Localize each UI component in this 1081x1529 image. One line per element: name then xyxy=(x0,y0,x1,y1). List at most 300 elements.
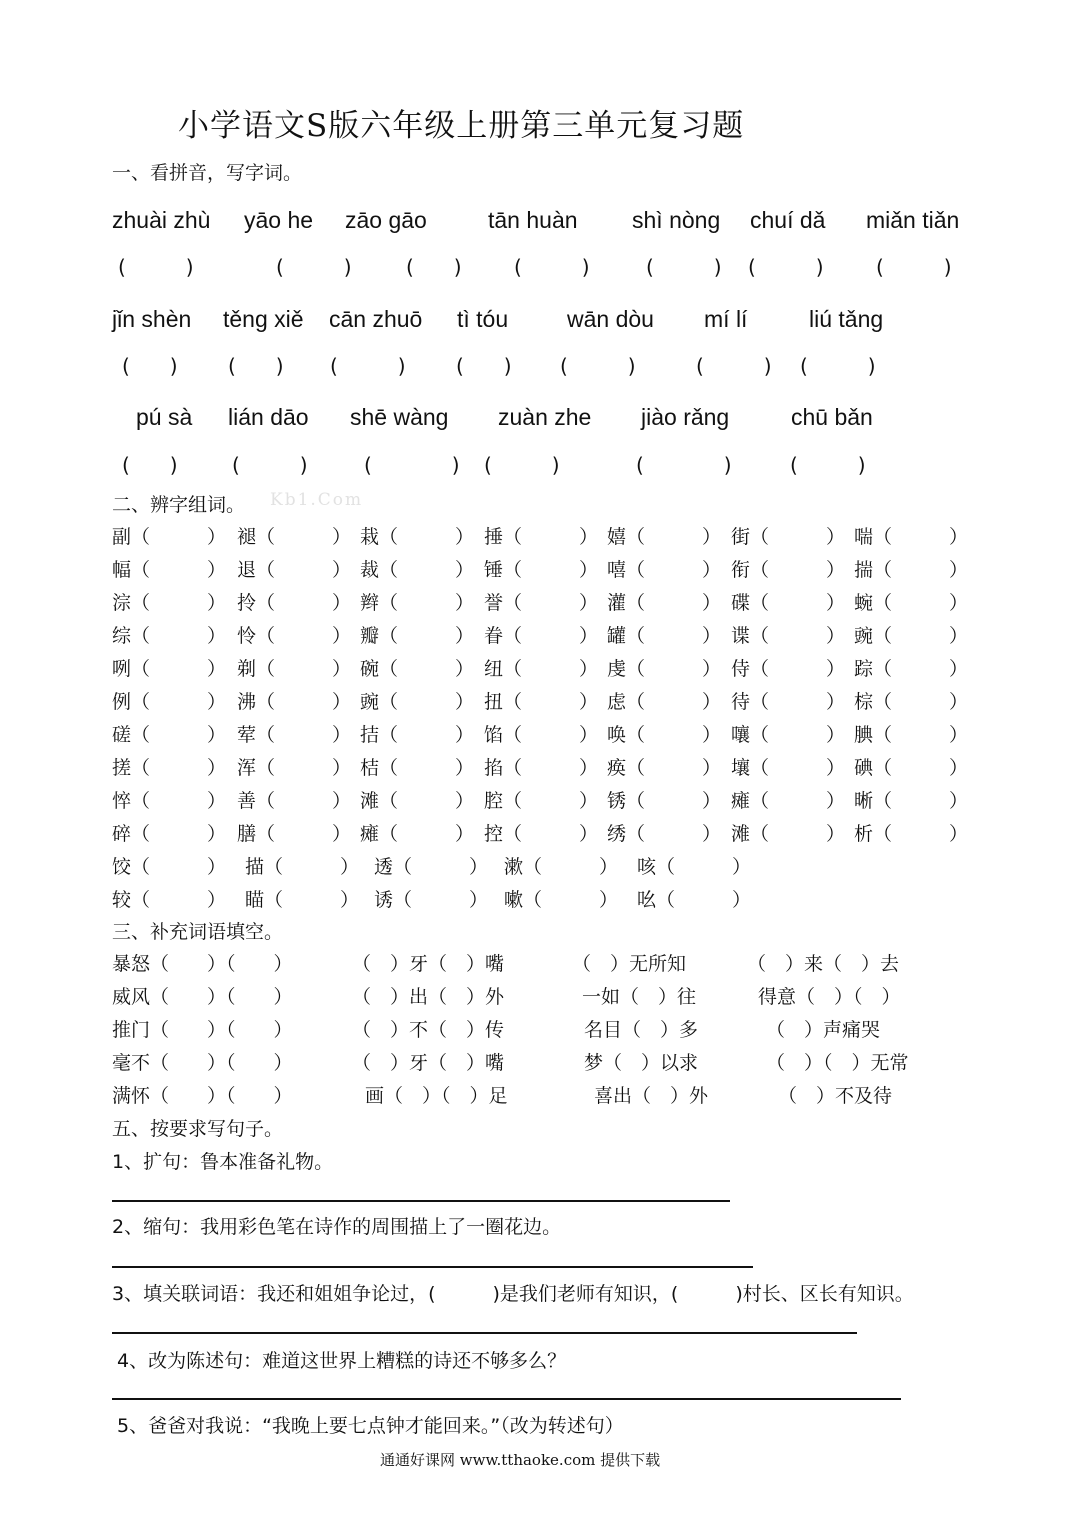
char-cell xyxy=(607,687,721,714)
char-label: 罐 xyxy=(607,625,627,647)
char-blank[interactable]: （ ） xyxy=(503,823,599,845)
char-label: 淙 xyxy=(112,592,132,614)
char-label: 豌 xyxy=(360,691,380,713)
char-cell xyxy=(637,852,751,879)
sentence-task: 5、爸爸对我说：“我晚上要七点钟才能回来。”（改为转述句） xyxy=(117,1415,624,1437)
section-3-heading: 三、补充词语填空。 xyxy=(112,921,284,943)
answer-blank: ( ) xyxy=(696,354,772,378)
char-label: 揣 xyxy=(854,559,874,581)
char-cell xyxy=(360,720,474,747)
char-blank[interactable]: （ ） xyxy=(131,856,227,878)
char-blank[interactable]: （ ） xyxy=(873,823,969,845)
char-blank[interactable]: （ ） xyxy=(750,691,846,713)
char-label: 碎 xyxy=(112,823,132,845)
idiom-item: 名目（ ）多 xyxy=(584,1019,699,1041)
section-2-heading: 二、辨字组词。 xyxy=(112,494,246,516)
idiom-item: 喜出（ ）外 xyxy=(594,1085,709,1107)
char-cell xyxy=(112,819,226,846)
char-blank[interactable]: （ ） xyxy=(131,592,227,614)
char-blank[interactable]: （ ） xyxy=(750,790,846,812)
char-label: 较 xyxy=(112,889,132,911)
char-label: 掐 xyxy=(484,757,504,779)
char-cell xyxy=(484,522,598,549)
char-cell xyxy=(607,555,721,582)
pinyin-item: tān huàn xyxy=(488,207,578,233)
char-label: 馅 xyxy=(484,724,504,746)
char-label: 浑 xyxy=(237,757,257,779)
char-blank[interactable]: （ ） xyxy=(873,625,969,647)
idiom-item: 梦（ ）以求 xyxy=(584,1052,699,1074)
char-blank[interactable]: （ ） xyxy=(750,559,846,581)
char-blank[interactable]: （ ） xyxy=(131,625,227,647)
char-cell xyxy=(360,753,474,780)
pinyin-item: zāo gāo xyxy=(345,207,427,233)
char-label: 侍 xyxy=(731,658,751,680)
sentence-task: 1、扩句：鲁本准备礼物。 xyxy=(112,1151,334,1173)
pinyin-item: shē wàng xyxy=(350,404,449,430)
char-blank[interactable]: （ ） xyxy=(873,790,969,812)
char-label: 搓 xyxy=(112,757,132,779)
answer-blank: ( ) xyxy=(560,354,636,378)
char-blank[interactable]: （ ） xyxy=(626,790,722,812)
char-cell xyxy=(854,588,968,615)
char-cell xyxy=(237,588,351,615)
pinyin-item: zuàn zhe xyxy=(498,404,592,430)
char-label: 瘫 xyxy=(360,823,380,845)
char-label: 幅 xyxy=(112,559,132,581)
char-cell xyxy=(854,720,968,747)
char-blank[interactable]: （ ） xyxy=(626,724,722,746)
sentence-task: 3、填关联词语：我还和姐姐争论过，( )是我们老师有知识，( )村长、区长有知识。 xyxy=(112,1283,914,1305)
pinyin-item: těng xiě xyxy=(223,306,304,332)
char-cell xyxy=(484,819,598,846)
answer-blank: ( ) xyxy=(790,453,866,477)
char-blank[interactable]: （ ） xyxy=(503,691,599,713)
char-cell xyxy=(484,555,598,582)
char-cell xyxy=(112,555,226,582)
char-blank[interactable]: （ ） xyxy=(503,526,599,548)
char-blank[interactable]: （ ） xyxy=(750,658,846,680)
idiom-item: 暴怒（ ）（ ） xyxy=(112,953,293,975)
idiom-item: 一如（ ）往 xyxy=(582,986,697,1008)
char-blank[interactable]: （ ） xyxy=(393,856,489,878)
char-label: 虑 xyxy=(607,691,627,713)
char-label: 怜 xyxy=(237,625,257,647)
char-label: 晰 xyxy=(854,790,874,812)
char-cell xyxy=(731,621,845,648)
char-cell xyxy=(731,687,845,714)
char-cell xyxy=(360,654,474,681)
char-cell xyxy=(237,819,351,846)
char-blank[interactable]: （ ） xyxy=(750,724,846,746)
char-blank[interactable]: （ ） xyxy=(873,724,969,746)
pinyin-item: cān zhuō xyxy=(329,306,423,332)
char-blank[interactable]: （ ） xyxy=(626,592,722,614)
char-blank[interactable]: （ ） xyxy=(379,658,475,680)
answer-blank: ( ) xyxy=(406,255,462,279)
answer-blank: ( ) xyxy=(330,354,406,378)
char-cell xyxy=(731,555,845,582)
char-blank[interactable]: （ ） xyxy=(393,889,489,911)
char-blank[interactable]: （ ） xyxy=(873,526,969,548)
char-cell xyxy=(484,753,598,780)
char-label: 瞄 xyxy=(245,889,265,911)
char-blank[interactable]: （ ） xyxy=(750,757,846,779)
char-cell xyxy=(607,621,721,648)
char-blank[interactable]: （ ） xyxy=(131,658,227,680)
char-cell xyxy=(731,786,845,813)
char-blank[interactable]: （ ） xyxy=(131,724,227,746)
char-cell xyxy=(854,753,968,780)
idiom-item: （ ）牙（ ）嘴 xyxy=(352,953,505,975)
char-blank[interactable]: （ ） xyxy=(873,559,969,581)
char-cell xyxy=(854,555,968,582)
answer-line[interactable] xyxy=(112,1200,730,1202)
char-blank[interactable]: （ ） xyxy=(873,592,969,614)
char-label: 沸 xyxy=(237,691,257,713)
char-label: 漱 xyxy=(504,856,524,878)
char-blank[interactable]: （ ） xyxy=(256,625,352,647)
char-blank[interactable]: （ ） xyxy=(379,823,475,845)
char-blank[interactable]: （ ） xyxy=(131,757,227,779)
char-label: 待 xyxy=(731,691,751,713)
answer-blank: ( ) xyxy=(364,453,460,477)
char-blank[interactable]: （ ） xyxy=(626,658,722,680)
char-blank[interactable]: （ ） xyxy=(626,823,722,845)
char-cell xyxy=(607,654,721,681)
char-label: 剃 xyxy=(237,658,257,680)
char-blank[interactable]: （ ） xyxy=(131,526,227,548)
char-cell xyxy=(731,654,845,681)
char-blank[interactable]: （ ） xyxy=(873,757,969,779)
char-cell xyxy=(360,786,474,813)
char-cell xyxy=(112,885,226,912)
idiom-item: （ ）不（ ）传 xyxy=(352,1019,505,1041)
char-blank[interactable]: （ ） xyxy=(626,757,722,779)
char-label: 吆 xyxy=(637,889,657,911)
char-cell xyxy=(854,819,968,846)
idiom-item: （ ）出（ ）外 xyxy=(352,986,505,1008)
char-blank[interactable]: （ ） xyxy=(131,790,227,812)
char-label: 析 xyxy=(854,823,874,845)
char-blank[interactable]: （ ） xyxy=(264,856,360,878)
char-label: 滩 xyxy=(360,790,380,812)
char-cell xyxy=(484,687,598,714)
char-label: 诱 xyxy=(374,889,394,911)
char-cell xyxy=(360,555,474,582)
char-label: 嗽 xyxy=(504,889,524,911)
pinyin-item: lián dāo xyxy=(228,404,309,430)
char-blank[interactable]: （ ） xyxy=(503,790,599,812)
char-blank[interactable]: （ ） xyxy=(379,526,475,548)
char-label: 嬉 xyxy=(607,526,627,548)
char-label: 唤 xyxy=(607,724,627,746)
watermark: Kb1.Com xyxy=(270,490,364,510)
char-label: 荤 xyxy=(237,724,257,746)
page-title: 小学语文S版六年级上册第三单元复习题 xyxy=(178,108,745,144)
char-label: 锈 xyxy=(607,790,627,812)
char-label: 痪 xyxy=(607,757,627,779)
sentence-task: 2、缩句：我用彩色笔在诗作的周围描上了一圈花边。 xyxy=(112,1216,562,1238)
pinyin-item: tì tóu xyxy=(457,306,509,332)
char-label: 碗 xyxy=(360,658,380,680)
char-cell xyxy=(484,786,598,813)
sentence-task: 4、改为陈述句：难道这世界上糟糕的诗还不够多么？ xyxy=(117,1350,567,1372)
char-cell xyxy=(607,819,721,846)
idiom-item: （ ）声痛哭 xyxy=(766,1019,881,1041)
answer-line[interactable] xyxy=(112,1266,753,1268)
pinyin-item: wān dòu xyxy=(567,306,654,332)
char-label: 悴 xyxy=(112,790,132,812)
char-cell xyxy=(504,852,618,879)
char-label: 街 xyxy=(731,526,751,548)
char-label: 豌 xyxy=(854,625,874,647)
char-blank[interactable]: （ ） xyxy=(626,559,722,581)
char-label: 磋 xyxy=(112,724,132,746)
char-cell xyxy=(237,621,351,648)
char-cell xyxy=(112,654,226,681)
char-blank[interactable]: （ ） xyxy=(503,625,599,647)
char-blank[interactable]: （ ） xyxy=(523,856,619,878)
char-blank[interactable]: （ ） xyxy=(656,856,752,878)
char-blank[interactable]: （ ） xyxy=(750,526,846,548)
pinyin-item: jǐn shèn xyxy=(112,306,192,332)
footer-credit: 通通好课网 www.tthaoke.com 提供下载 xyxy=(380,1451,661,1469)
char-cell xyxy=(112,687,226,714)
char-blank[interactable]: （ ） xyxy=(626,625,722,647)
char-cell xyxy=(112,588,226,615)
char-label: 棕 xyxy=(854,691,874,713)
char-blank[interactable]: （ ） xyxy=(131,559,227,581)
char-blank[interactable]: （ ） xyxy=(131,889,227,911)
char-label: 咳 xyxy=(637,856,657,878)
answer-blank: ( ) xyxy=(748,255,824,279)
char-label: 绣 xyxy=(607,823,627,845)
char-cell xyxy=(607,522,721,549)
answer-blank: ( ) xyxy=(456,354,512,378)
char-blank[interactable]: （ ） xyxy=(264,889,360,911)
char-blank[interactable]: （ ） xyxy=(503,559,599,581)
char-blank[interactable]: （ ） xyxy=(750,625,846,647)
char-label: 嚷 xyxy=(731,724,751,746)
char-cell xyxy=(374,852,488,879)
char-cell xyxy=(360,819,474,846)
char-cell xyxy=(112,786,226,813)
char-label: 腆 xyxy=(854,724,874,746)
char-cell xyxy=(731,588,845,615)
pinyin-item: chū bǎn xyxy=(791,404,873,430)
char-blank[interactable]: （ ） xyxy=(873,658,969,680)
char-label: 善 xyxy=(237,790,257,812)
char-label: 咧 xyxy=(112,658,132,680)
answer-blank: ( ) xyxy=(646,255,722,279)
char-blank[interactable]: （ ） xyxy=(256,757,352,779)
answer-blank: ( ) xyxy=(122,354,178,378)
idiom-item: （ ）（ ）无常 xyxy=(766,1052,909,1074)
char-cell xyxy=(112,753,226,780)
char-label: 喘 xyxy=(854,526,874,548)
char-blank[interactable]: （ ） xyxy=(256,790,352,812)
char-blank[interactable]: （ ） xyxy=(503,592,599,614)
pinyin-item: shì nòng xyxy=(632,207,721,233)
char-label: 壤 xyxy=(731,757,751,779)
idiom-item: 威风（ ）（ ） xyxy=(112,986,293,1008)
char-cell xyxy=(237,720,351,747)
char-cell xyxy=(854,687,968,714)
char-blank[interactable]: （ ） xyxy=(256,592,352,614)
char-cell xyxy=(607,588,721,615)
char-label: 拎 xyxy=(237,592,257,614)
answer-blank: ( ) xyxy=(118,255,194,279)
char-cell xyxy=(484,720,598,747)
idiom-item: （ ）无所知 xyxy=(572,953,687,975)
char-label: 控 xyxy=(484,823,504,845)
answer-blank: ( ) xyxy=(276,255,352,279)
char-label: 桔 xyxy=(360,757,380,779)
char-blank[interactable]: （ ） xyxy=(656,889,752,911)
char-label: 嘻 xyxy=(607,559,627,581)
char-label: 腔 xyxy=(484,790,504,812)
pinyin-item: liú tǎng xyxy=(809,306,884,332)
char-cell xyxy=(854,786,968,813)
char-blank[interactable]: （ ） xyxy=(256,559,352,581)
answer-blank: ( ) xyxy=(636,453,732,477)
char-blank[interactable]: （ ） xyxy=(503,757,599,779)
char-blank[interactable]: （ ） xyxy=(379,757,475,779)
idiom-item: （ ）来（ ）去 xyxy=(747,953,900,975)
char-label: 衔 xyxy=(731,559,751,581)
char-cell xyxy=(237,654,351,681)
char-blank[interactable]: （ ） xyxy=(379,724,475,746)
char-cell xyxy=(854,654,968,681)
char-blank[interactable]: （ ） xyxy=(750,823,846,845)
char-blank[interactable]: （ ） xyxy=(379,625,475,647)
char-cell xyxy=(731,522,845,549)
char-blank[interactable]: （ ） xyxy=(873,691,969,713)
char-blank[interactable]: （ ） xyxy=(256,823,352,845)
char-cell xyxy=(112,720,226,747)
char-label: 碟 xyxy=(731,592,751,614)
char-cell xyxy=(854,621,968,648)
char-cell xyxy=(237,786,351,813)
char-cell xyxy=(731,720,845,747)
char-label: 蜿 xyxy=(854,592,874,614)
pinyin-item: yāo he xyxy=(244,207,314,233)
char-cell xyxy=(245,852,359,879)
char-blank[interactable]: （ ） xyxy=(256,658,352,680)
char-cell xyxy=(607,753,721,780)
char-label: 退 xyxy=(237,559,257,581)
char-label: 拮 xyxy=(360,724,380,746)
char-cell xyxy=(360,522,474,549)
answer-blank: ( ) xyxy=(232,453,308,477)
char-blank[interactable]: （ ） xyxy=(379,790,475,812)
char-label: 副 xyxy=(112,526,132,548)
char-label: 瘫 xyxy=(731,790,751,812)
char-label: 描 xyxy=(245,856,265,878)
char-cell xyxy=(374,885,488,912)
char-cell xyxy=(484,621,598,648)
answer-blank: ( ) xyxy=(800,354,876,378)
idiom-item: 画（ ）（ ）足 xyxy=(365,1085,508,1107)
char-cell xyxy=(854,522,968,549)
char-label: 褪 xyxy=(237,526,257,548)
char-label: 辫 xyxy=(360,592,380,614)
char-blank[interactable]: （ ） xyxy=(256,526,352,548)
section-1-heading: 一、看拼音，写字词。 xyxy=(112,162,303,184)
char-blank[interactable]: （ ） xyxy=(626,691,722,713)
char-blank[interactable]: （ ） xyxy=(503,724,599,746)
char-label: 谍 xyxy=(731,625,751,647)
idiom-item: 推门（ ）（ ） xyxy=(112,1019,293,1041)
pinyin-item: pú sà xyxy=(136,404,193,430)
char-blank[interactable]: （ ） xyxy=(131,823,227,845)
char-blank[interactable]: （ ） xyxy=(503,658,599,680)
section-5-heading: 五、按要求写句子。 xyxy=(112,1118,284,1140)
char-cell xyxy=(237,753,351,780)
char-blank[interactable]: （ ） xyxy=(523,889,619,911)
char-blank[interactable]: （ ） xyxy=(379,559,475,581)
char-cell xyxy=(637,885,751,912)
char-blank[interactable]: （ ） xyxy=(256,691,352,713)
char-blank[interactable]: （ ） xyxy=(750,592,846,614)
answer-line[interactable] xyxy=(112,1398,901,1400)
idiom-item: 得意（ ）（ ） xyxy=(758,986,901,1008)
char-cell xyxy=(237,687,351,714)
char-label: 瓣 xyxy=(360,625,380,647)
char-label: 灌 xyxy=(607,592,627,614)
char-cell xyxy=(731,819,845,846)
char-label: 虔 xyxy=(607,658,627,680)
char-cell xyxy=(731,753,845,780)
char-label: 栽 xyxy=(360,526,380,548)
char-blank[interactable]: （ ） xyxy=(626,526,722,548)
pinyin-item: mí lí xyxy=(704,306,748,332)
char-label: 捶 xyxy=(484,526,504,548)
idiom-item: （ ）不及待 xyxy=(778,1085,893,1107)
idiom-item: 毫不（ ）（ ） xyxy=(112,1052,293,1074)
pinyin-item: zhuài zhù xyxy=(112,207,211,233)
idiom-item: （ ）牙（ ）嘴 xyxy=(352,1052,505,1074)
char-label: 滩 xyxy=(731,823,751,845)
char-label: 纽 xyxy=(484,658,504,680)
char-blank[interactable]: （ ） xyxy=(256,724,352,746)
pinyin-item: chuí dǎ xyxy=(750,207,826,233)
char-cell xyxy=(484,588,598,615)
char-cell xyxy=(607,720,721,747)
char-label: 扭 xyxy=(484,691,504,713)
char-cell xyxy=(607,786,721,813)
char-cell xyxy=(237,522,351,549)
char-blank[interactable]: （ ） xyxy=(379,592,475,614)
char-cell xyxy=(360,687,474,714)
answer-line[interactable] xyxy=(112,1332,857,1334)
char-blank[interactable]: （ ） xyxy=(131,691,227,713)
answer-blank: ( ) xyxy=(876,255,952,279)
char-cell xyxy=(112,522,226,549)
char-cell xyxy=(484,654,598,681)
char-label: 碘 xyxy=(854,757,874,779)
answer-blank: ( ) xyxy=(484,453,560,477)
char-label: 踪 xyxy=(854,658,874,680)
answer-blank: ( ) xyxy=(228,354,284,378)
char-label: 透 xyxy=(374,856,394,878)
char-cell xyxy=(245,885,359,912)
char-cell xyxy=(237,555,351,582)
pinyin-item: miǎn tiǎn xyxy=(866,207,960,233)
char-cell xyxy=(360,588,474,615)
char-blank[interactable]: （ ） xyxy=(379,691,475,713)
